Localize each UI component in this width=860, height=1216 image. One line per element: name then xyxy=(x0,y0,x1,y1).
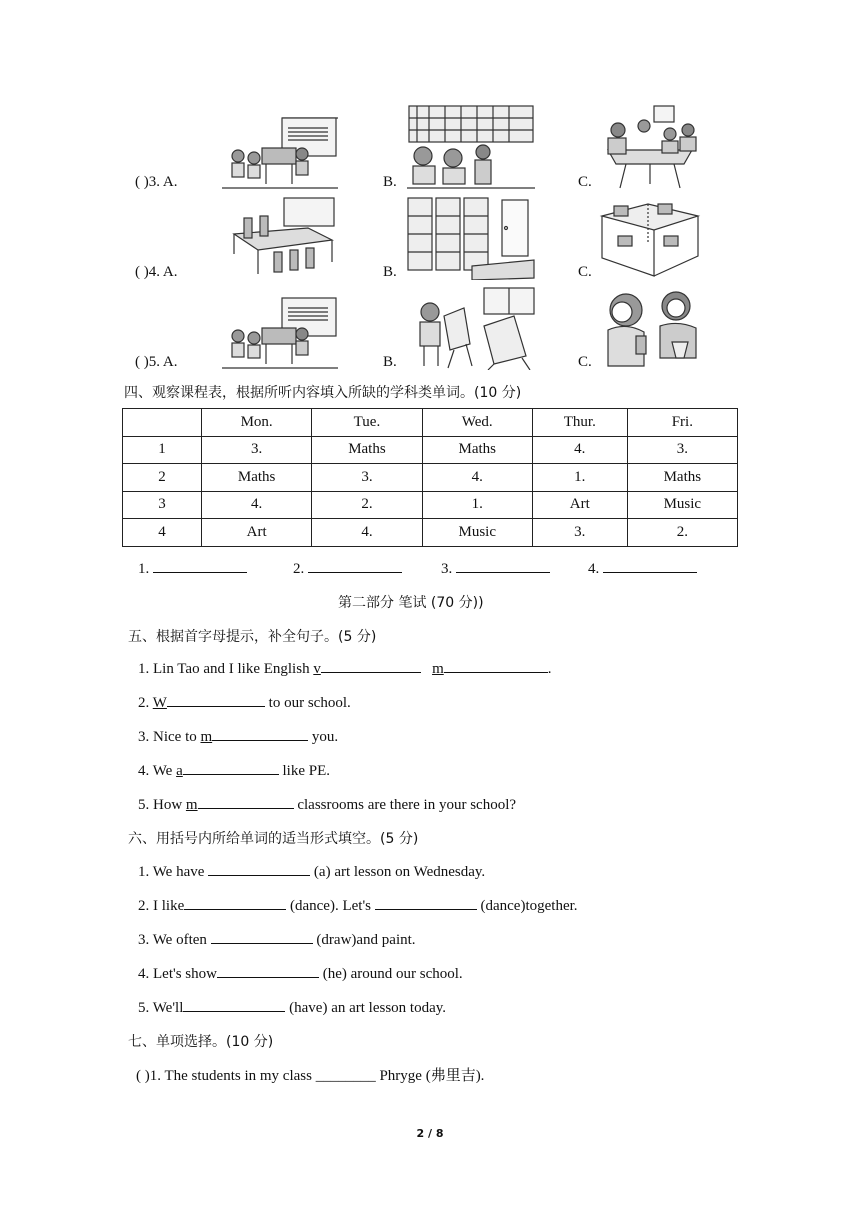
table-cell: Music xyxy=(627,491,737,519)
table-row xyxy=(123,464,738,492)
answer-label: 3. xyxy=(441,561,453,577)
sentence-text: 2. xyxy=(138,695,153,711)
question-3-option-c-label: C. xyxy=(578,174,592,190)
table-cell: 4. xyxy=(202,491,312,519)
table-cell: 1 xyxy=(123,436,202,464)
fill-blank[interactable] xyxy=(444,658,548,673)
music-room-children-piano-icon xyxy=(222,114,338,190)
sentence-text: 1. We have xyxy=(138,864,209,880)
question-4-label: ( )4. A. xyxy=(135,264,178,280)
hint-letter: m xyxy=(185,797,198,813)
section-6-title: 六、用括号内所给单词的适当形式填空。(5 分) xyxy=(128,831,419,847)
section-6-item-2 xyxy=(138,895,578,915)
table-cell: Maths xyxy=(312,436,422,464)
fill-blank[interactable] xyxy=(198,794,294,809)
table-cell: 1. xyxy=(532,464,627,492)
library-shelves-door-icon xyxy=(406,196,536,280)
section-6-item-4 xyxy=(138,963,463,983)
section-5-item-2 xyxy=(138,692,351,712)
answer-blank-4[interactable] xyxy=(588,558,697,578)
sentence-text: (dance)together. xyxy=(476,898,578,914)
sentence-text: 2. I like xyxy=(138,898,185,914)
fill-blank[interactable] xyxy=(321,658,421,673)
section-5-item-4 xyxy=(138,760,330,780)
sentence-text: 5. We'll xyxy=(138,1000,184,1016)
table-header-row xyxy=(123,409,738,437)
section-5-item-5 xyxy=(138,794,516,814)
fill-blank[interactable] xyxy=(212,726,308,741)
question-4-option-c-label: C. xyxy=(578,264,592,280)
table-cell: 3. xyxy=(627,436,737,464)
fill-blank[interactable] xyxy=(217,963,319,978)
sentence-text: classrooms are there in your school? xyxy=(293,797,517,813)
sentence-text: to our school. xyxy=(264,695,351,711)
sentence-text: 5. How xyxy=(138,797,186,813)
sentence-text: (draw)and paint. xyxy=(312,932,416,948)
sentence-text: (he) around our school. xyxy=(318,966,463,982)
children-science-lesson-icon xyxy=(600,286,704,370)
page-number: 2 / 8 xyxy=(416,1127,444,1140)
table-cell: 1. xyxy=(422,491,532,519)
answer-label: 4. xyxy=(588,561,600,577)
table-cell: 4. xyxy=(312,519,422,547)
hint-letter: m xyxy=(432,661,444,677)
music-room-children-piano-icon-2 xyxy=(222,294,338,370)
sentence-text: 4. Let's show xyxy=(138,966,217,982)
table-row xyxy=(123,491,738,519)
sentence-text: (have) an art lesson today. xyxy=(285,1000,447,1016)
fill-blank[interactable] xyxy=(208,861,310,876)
table-row xyxy=(123,519,738,547)
answer-blank-3[interactable] xyxy=(441,558,550,578)
section-6-item-5 xyxy=(138,997,446,1017)
table-cell: 2. xyxy=(627,519,737,547)
table-cell: 2 xyxy=(123,464,202,492)
meeting-room-people-table-icon xyxy=(600,104,700,190)
table-cell: Maths xyxy=(202,464,312,492)
sentence-text: 4. We xyxy=(138,763,177,779)
fill-blank[interactable] xyxy=(183,997,285,1012)
library-children-reading-icon xyxy=(407,104,535,190)
meeting-table-chairs-icon xyxy=(228,196,338,276)
sentence-text: (dance). Let's xyxy=(286,898,375,914)
fill-blank[interactable] xyxy=(211,929,313,944)
sentence-text: like PE. xyxy=(278,763,331,779)
hint-letter: v xyxy=(313,661,321,677)
table-cell: 4 xyxy=(123,519,202,547)
art-room-girl-painting-icon xyxy=(414,286,536,370)
table-header-cell: Thur. xyxy=(532,409,627,437)
hint-letter: m xyxy=(200,729,213,745)
section-6-item-1 xyxy=(138,861,485,881)
answer-blank-2[interactable] xyxy=(293,558,402,578)
fill-blank[interactable] xyxy=(184,895,286,910)
table-cell xyxy=(123,409,202,437)
fill-blank[interactable] xyxy=(183,760,279,775)
section-7-title: 七、单项选择。(10 分) xyxy=(128,1034,274,1050)
question-4-option-b-label: B. xyxy=(383,264,397,280)
sentence-text: 1. Lin Tao and I like English xyxy=(138,661,314,677)
section-4-title: 四、观察课程表，根据所听内容填入所缺的学科类单词。(10 分) xyxy=(124,385,522,401)
table-cell: Art xyxy=(532,491,627,519)
hint-letter: W xyxy=(152,695,167,711)
table-cell: Maths xyxy=(422,436,532,464)
sentence-text: . xyxy=(547,661,552,677)
fill-blank[interactable] xyxy=(375,895,477,910)
fill-blank[interactable] xyxy=(167,692,265,707)
class-schedule-table xyxy=(122,408,738,547)
question-5-option-c-label: C. xyxy=(578,354,592,370)
table-cell: 2. xyxy=(312,491,422,519)
table-header-cell: Fri. xyxy=(627,409,737,437)
part-2-title: 第二部分 笔试 (70 分)) xyxy=(338,595,484,611)
table-cell: Maths xyxy=(627,464,737,492)
table-cell: 4. xyxy=(532,436,627,464)
section-6-item-3 xyxy=(138,929,416,949)
sentence-text: 3. We often xyxy=(138,932,211,948)
answer-label: 2. xyxy=(293,561,305,577)
table-row xyxy=(123,436,738,464)
question-3-option-b-label: B. xyxy=(383,174,397,190)
table-header-cell: Mon. xyxy=(202,409,312,437)
section-5-item-3 xyxy=(138,726,338,746)
table-cell: 3. xyxy=(202,436,312,464)
table-header-cell: Tue. xyxy=(312,409,422,437)
answer-label: 1. xyxy=(138,561,150,577)
question-3-label: ( )3. A. xyxy=(135,174,178,190)
question-5-label: ( )5. A. xyxy=(135,354,178,370)
sentence-text: you. xyxy=(308,729,339,745)
table-header-cell: Wed. xyxy=(422,409,532,437)
table-cell: 3. xyxy=(532,519,627,547)
answer-blank-1[interactable] xyxy=(138,558,247,578)
section-5-item-1 xyxy=(138,658,551,678)
table-cell: 4. xyxy=(422,464,532,492)
table-cell: Music xyxy=(422,519,532,547)
sentence-text: 3. Nice to xyxy=(138,729,201,745)
table-cell: 3 xyxy=(123,491,202,519)
classroom-desks-icon xyxy=(598,196,702,280)
section-7-question-1: ( )1. The students in my class ________ Phryge (弗里吉). xyxy=(136,1068,485,1084)
table-cell: Art xyxy=(202,519,312,547)
sentence-text: (a) art lesson on Wednesday. xyxy=(310,864,486,880)
hint-letter: a xyxy=(176,763,183,779)
question-5-option-b-label: B. xyxy=(383,354,397,370)
table-cell: 3. xyxy=(312,464,422,492)
section-5-title: 五、根据首字母提示，补全句子。(5 分) xyxy=(128,629,377,645)
